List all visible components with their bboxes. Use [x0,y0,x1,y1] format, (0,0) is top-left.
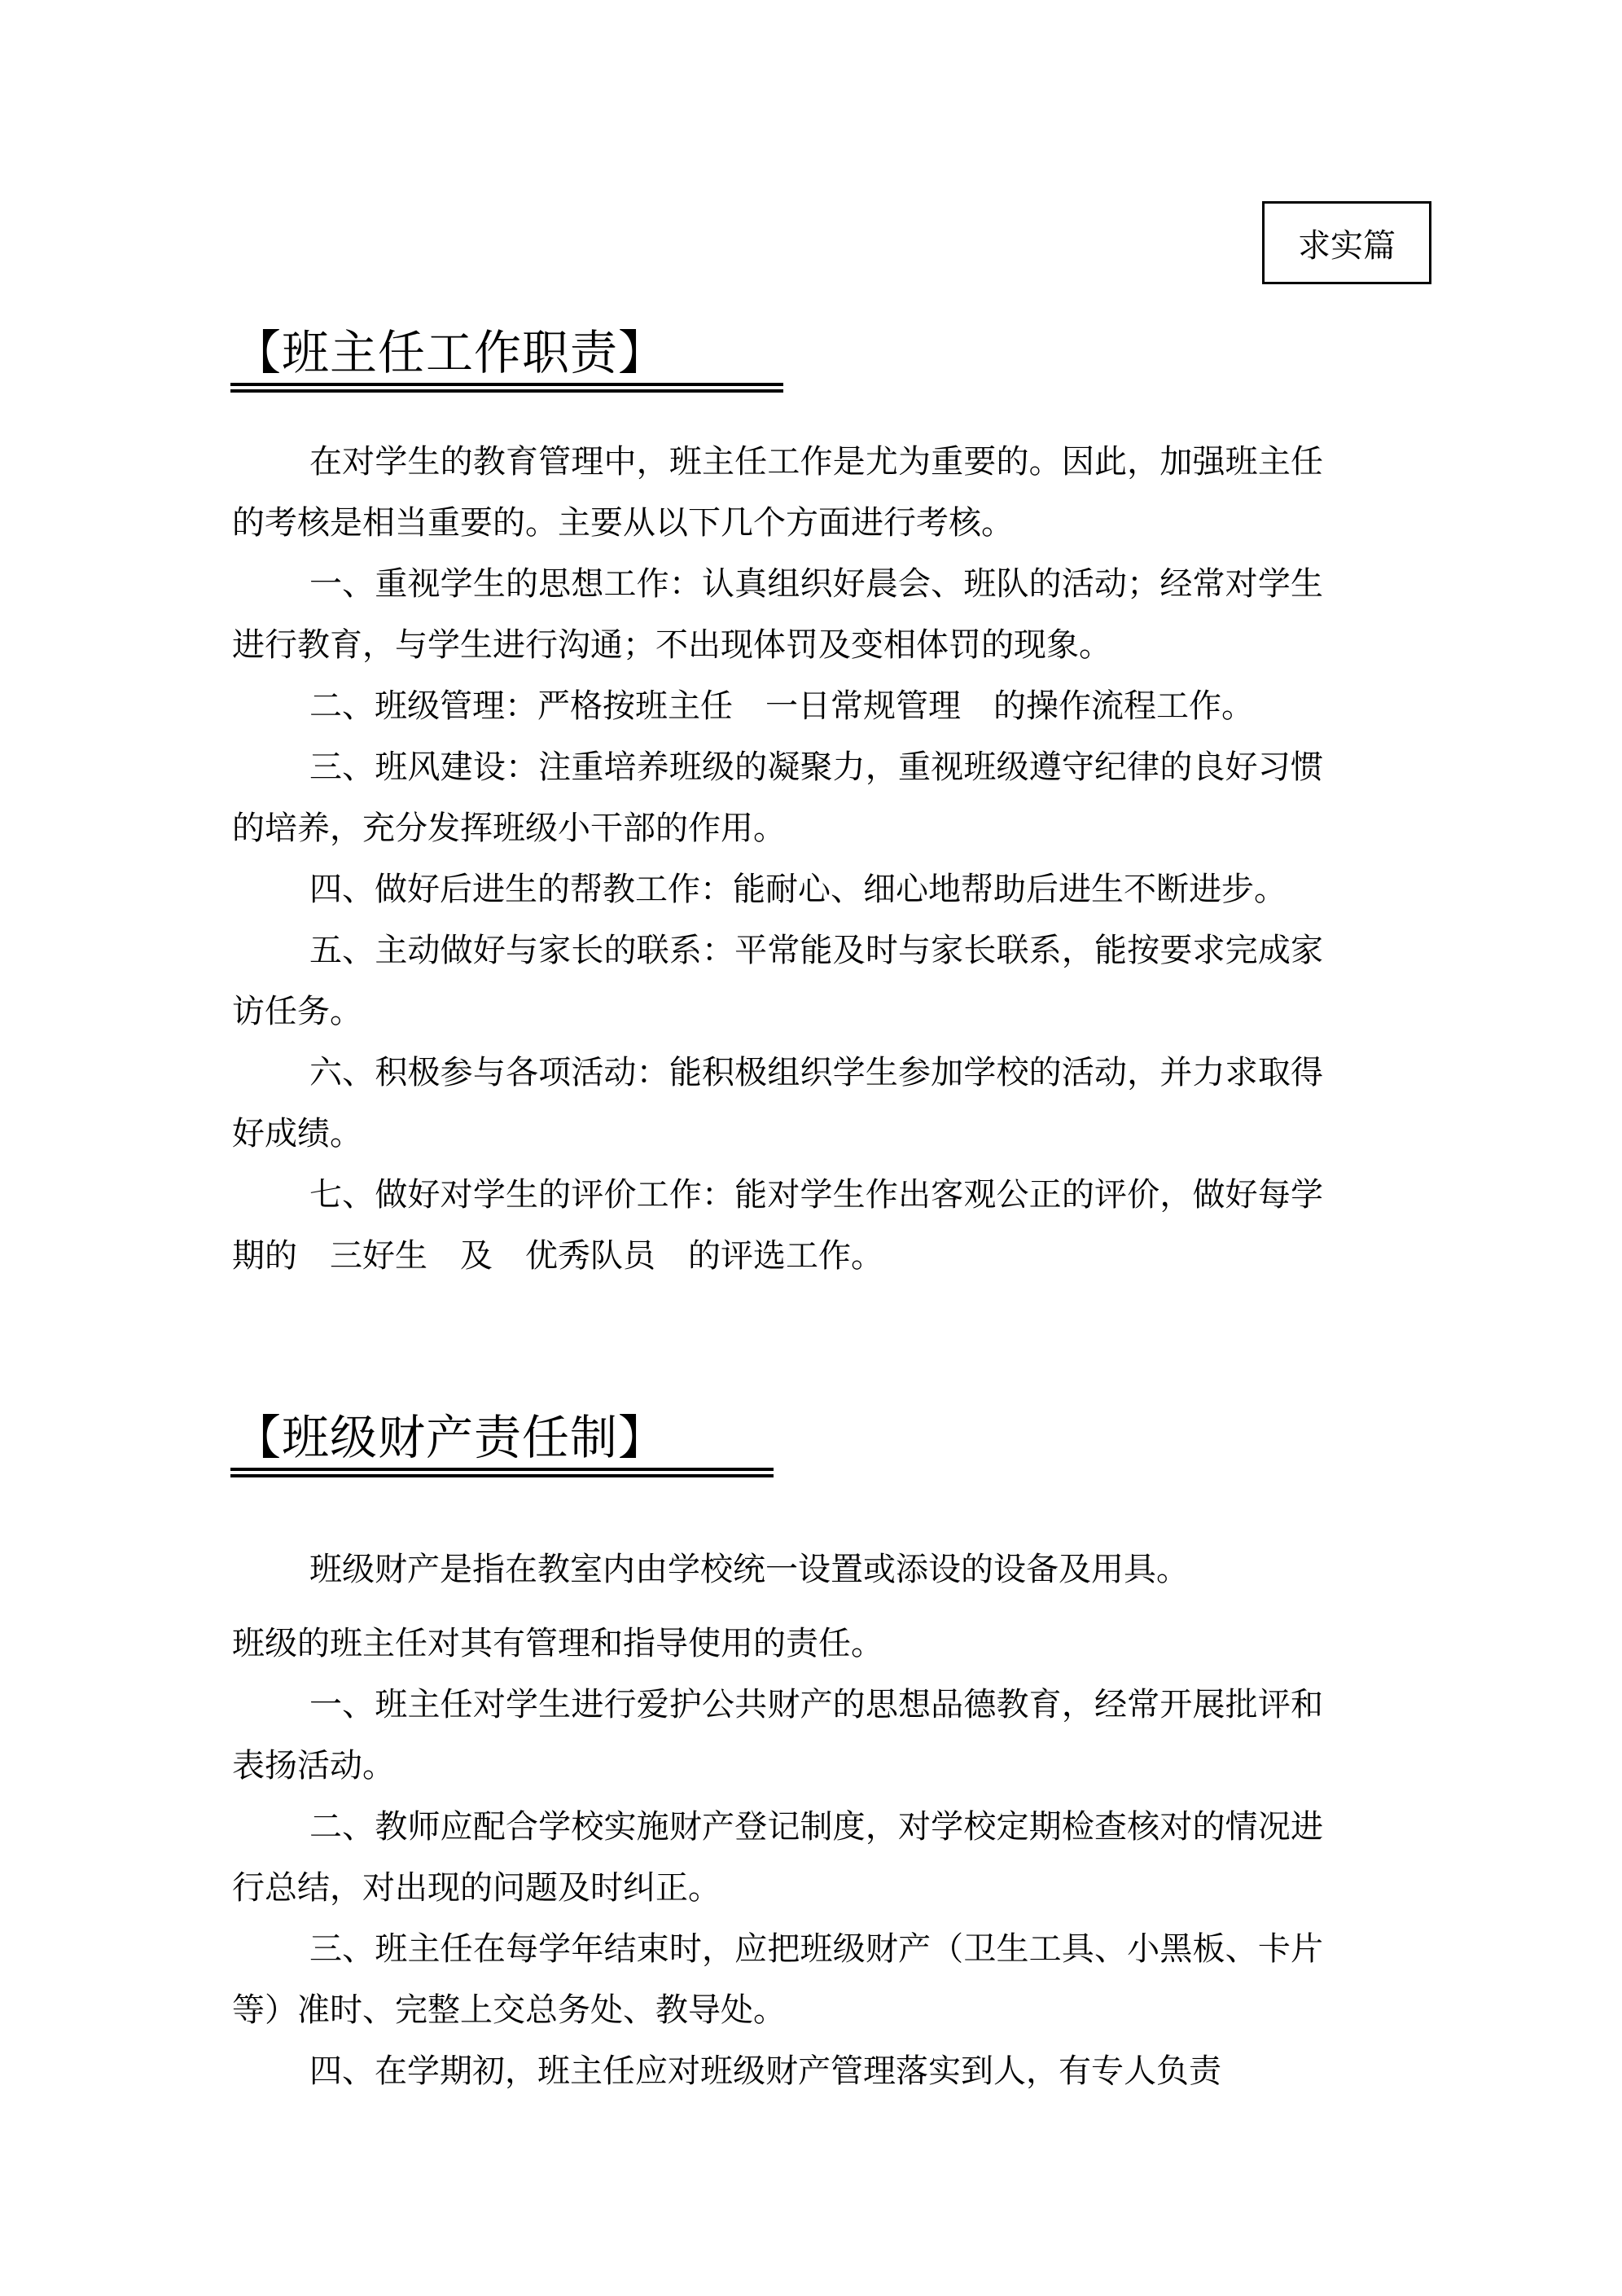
paragraph-item-2: 二、教师应配合学校实施财产登记制度，对学校定期检查核对的情况进行总结，对出现的问题及时纠正。 [232,1808,1323,1907]
heading-class-teacher-duties [230,324,783,396]
paragraph-item-4: 四、做好后进生的帮教工作：能耐心、细心地帮助后进生不断进步。 [309,871,1287,908]
paragraph-intro-1: 班级财产是指在教室内由学校统一设置或添设的设备及用具。 [309,1551,1189,1588]
paragraph-item-3: 三、班主任在每学年结束时，应把班级财产（卫生工具、小黑板、卡片等）准时、完整上交总务处、教导处。 [232,1930,1323,2029]
paragraph-item-2: 二、班级管理：严格按班主任 一日常规管理 的操作流程工作。 [309,687,1254,725]
double-underline-divider [230,383,783,396]
heading-text: 【班级财产责任制】 [234,1410,667,1465]
paragraph-item-1: 一、班主任对学生进行爱护公共财产的思想品德教育，经常开展批评和表扬活动。 [232,1686,1323,1785]
double-underline-divider [230,1468,774,1481]
paragraph-item-3: 三、班风建设：注重培养班级的凝聚力，重视班级遵守纪律的良好习惯的培养，充分发挥班级小干部的作用。 [232,749,1323,847]
paragraph-item-5: 五、主动做好与家长的联系：平常能及时与家长联系，能按要求完成家访任务。 [232,932,1323,1030]
section-tag-label: 求实篇 [1298,226,1396,265]
section-tag-box [1262,201,1431,284]
heading-class-property-responsibility [230,1409,774,1481]
paragraph-item-7: 七、做好对学生的评价工作：能对学生作出客观公正的评价，做好每学期的 三好生 及 优秀队员 的评选工作。 [232,1176,1323,1275]
heading-text: 【班主任工作职责】 [234,325,667,380]
paragraph-item-4: 四、在学期初，班主任应对班级财产管理落实到人，有专人负责 [309,2052,1221,2090]
paragraph-intro-2: 班级的班主任对其有管理和指导使用的责任。 [232,1625,883,1662]
paragraph-intro: 在对学生的教育管理中，班主任工作是尤为重要的。因此，加强班主任的考核是相当重要的。主要从以下几个方面进行考核。 [232,443,1323,542]
section-class-teacher-duties-body [232,432,1323,1287]
section-class-property-body [232,1539,1323,2102]
paragraph-item-1: 一、重视学生的思想工作：认真组织好晨会、班队的活动；经常对学生进行教育，与学生进行沟通；不出现体罚及变相体罚的现象。 [232,565,1323,664]
paragraph-item-6: 六、积极参与各项活动：能积极组织学生参加学校的活动，并力求取得好成绩。 [232,1054,1323,1152]
